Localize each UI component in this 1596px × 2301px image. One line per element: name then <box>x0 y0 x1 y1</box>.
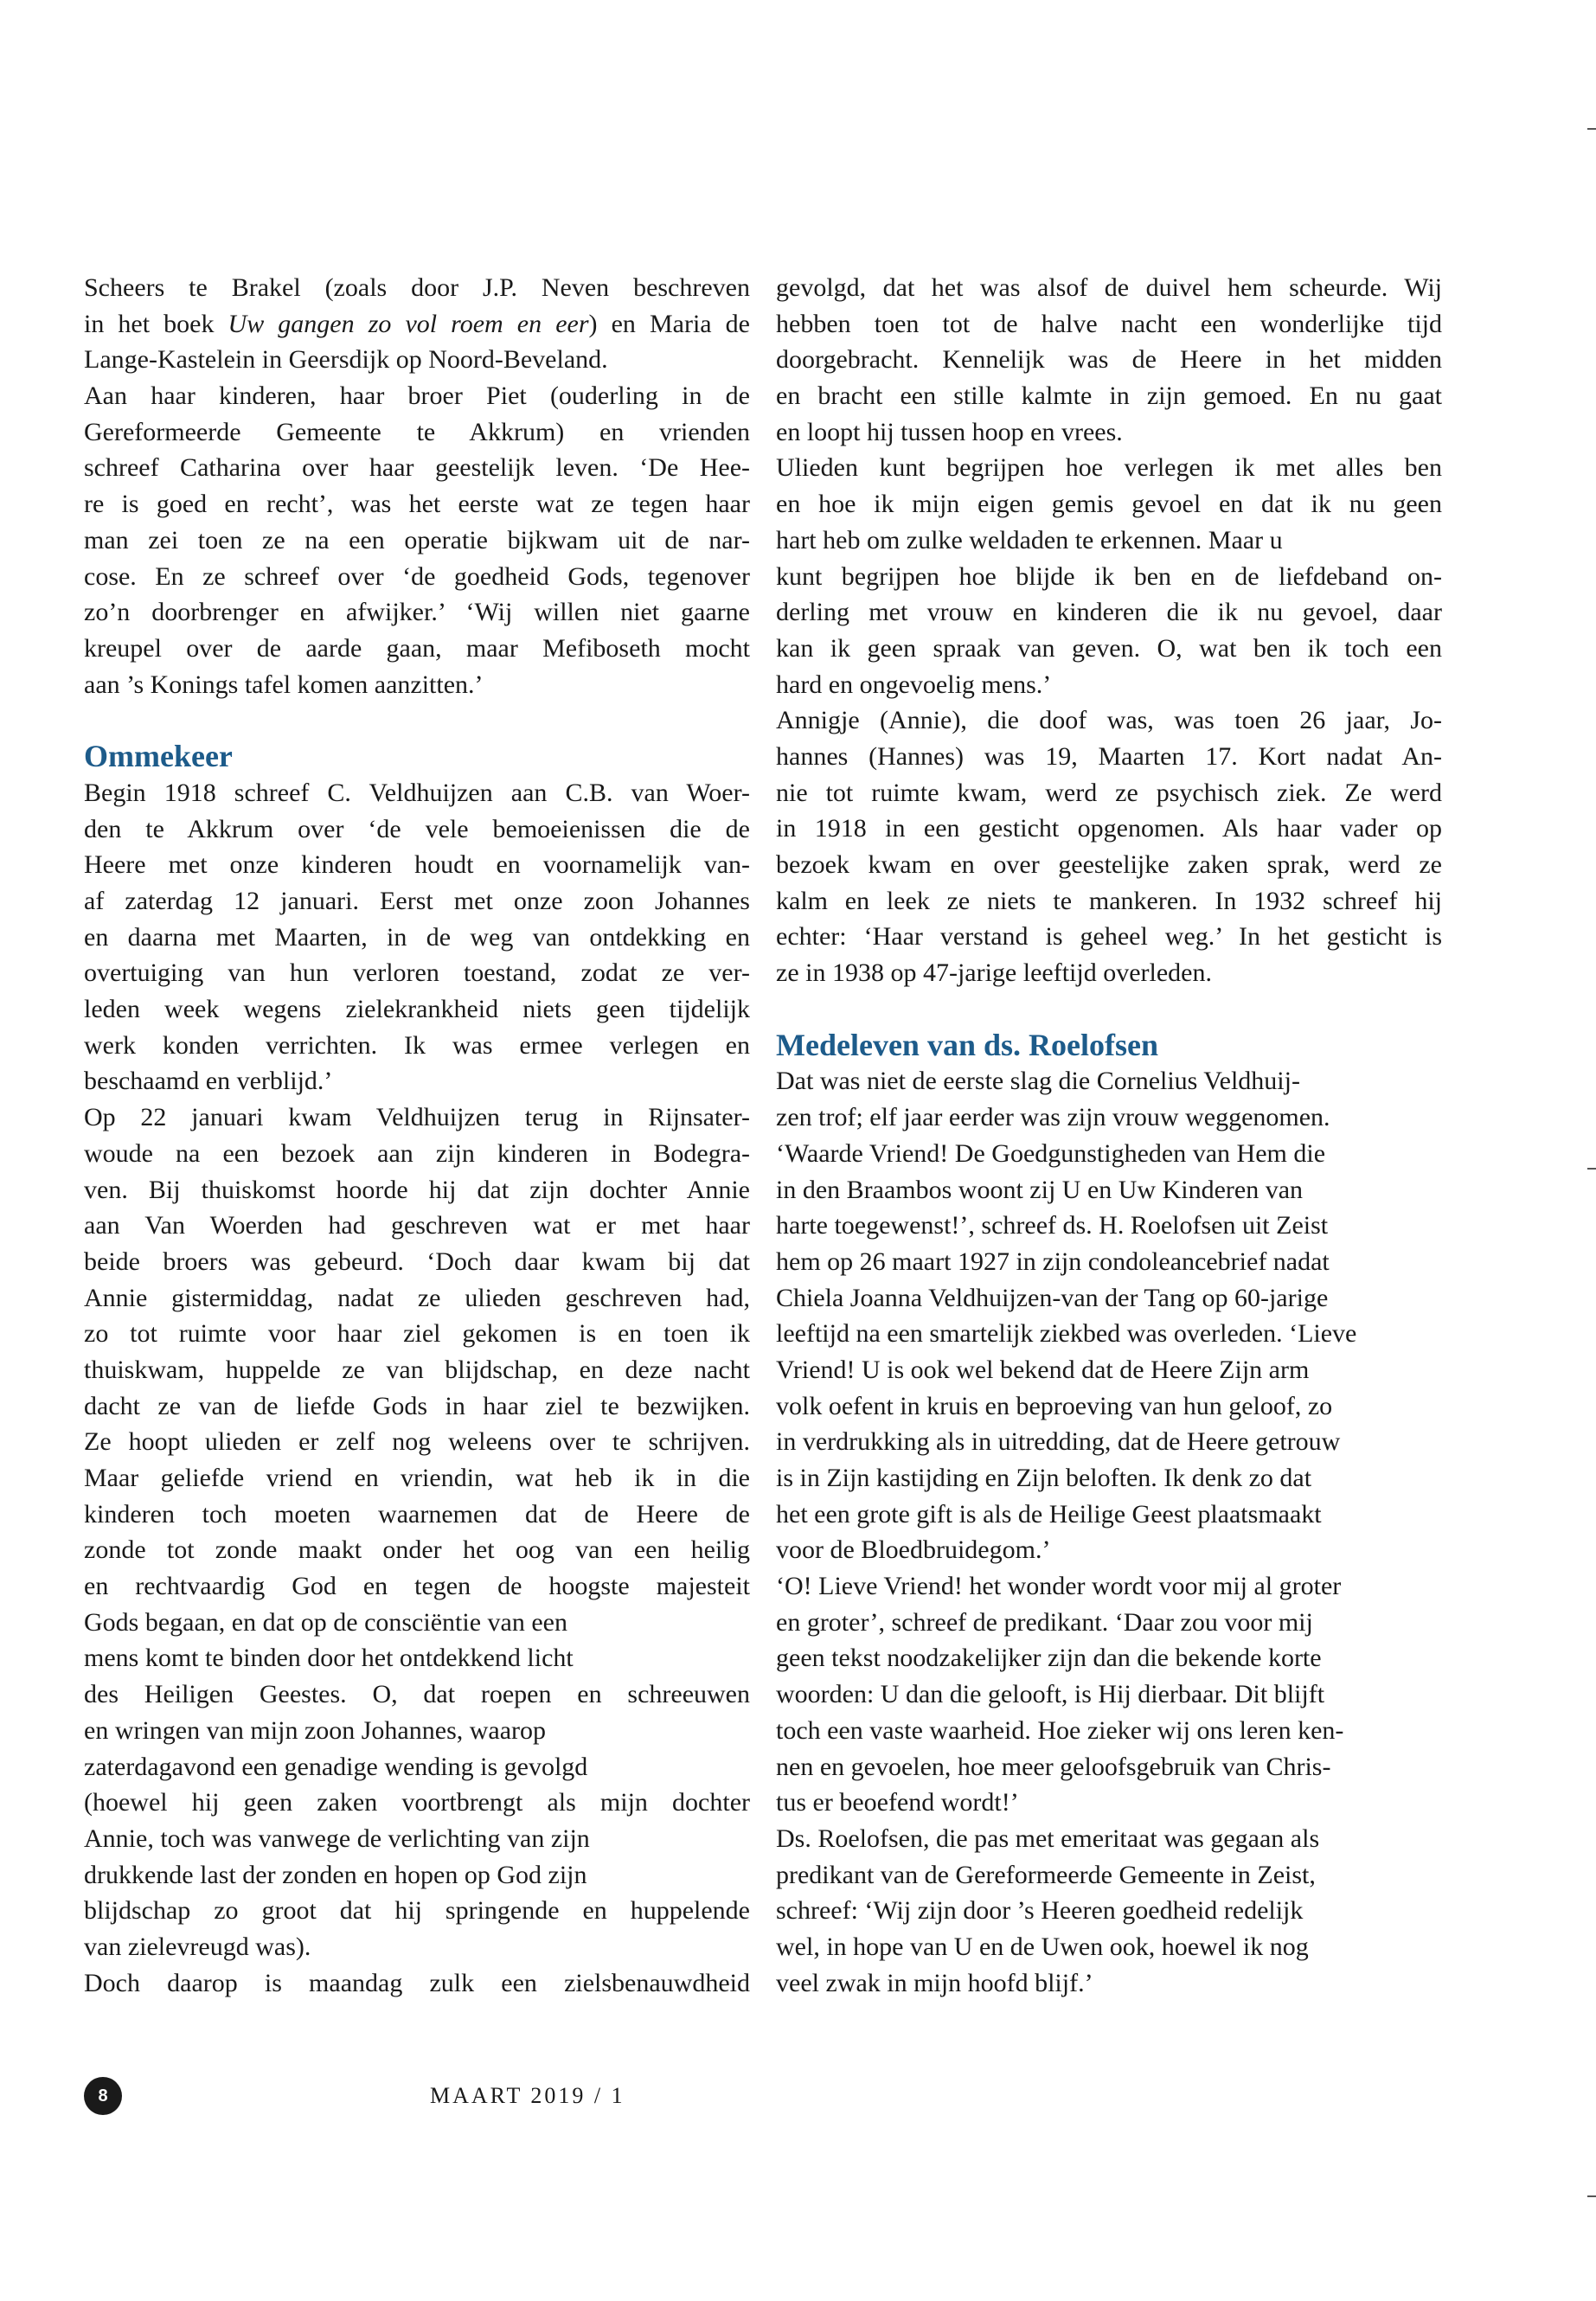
text-line: aan Van Woerden had geschreven wat er met haar <box>84 1211 750 1240</box>
text-line: en bracht een stille kalmte in zijn gemoed. En nu gaat <box>776 381 1442 411</box>
text-line: drukkende last der zonden en hopen op God zijn <box>84 1860 587 1889</box>
text-line: geen tekst noodzakelijker zijn dan die bekende korte <box>776 1644 1322 1673</box>
text-line: hard en ongevoelig mens.’ <box>776 670 1052 699</box>
text-line: thuiskwam, huppelde ze van blijdschap, en deze nacht <box>84 1355 750 1384</box>
text-line: voor de Bloedbruidegom.’ <box>776 1535 1051 1565</box>
text-line: overtuiging van hun verloren toestand, zodat ze ver- <box>84 958 750 988</box>
text-line: Begin 1918 schreef C. Veldhuijzen aan C.B. van Woer- <box>84 778 750 807</box>
text-line: toch een vaste waarheid. Hoe zieker wij ons leren ken- <box>776 1715 1344 1745</box>
text-line: kan ik geen spraak van geven. O, wat ben ik toch een <box>776 633 1442 663</box>
text-line: tus er beoefend wordt!’ <box>776 1788 1019 1817</box>
text-line: zo’n doorbrenger en afwijker.’ ‘Wij willen niet gaarne <box>84 598 750 627</box>
text-line: ‘Waarde Vriend! De Goedgunstigheden van Hem die <box>776 1138 1326 1168</box>
text-run: ) en Maria de <box>588 309 750 338</box>
text-line: ze in 1938 op 47-jarige leeftijd overleden. <box>776 958 1212 988</box>
text-line: Annie, toch was vanwege de verlichting van zijn <box>84 1823 590 1853</box>
text-line: re is goed en recht’, was het eerste wat ze tegen haar <box>84 490 750 519</box>
text-line: doorgebracht. Kennelijk was de Heere in het midden <box>776 345 1442 375</box>
text-line: kinderen toch moeten waarnemen dat de Heere de <box>84 1499 750 1529</box>
text-line: man zei toen ze na een operatie bijkwam uit de nar- <box>84 525 750 554</box>
text-line: Vriend! U is ook wel bekend dat de Heere Zijn arm <box>776 1355 1310 1384</box>
book-title: Uw gangen zo vol roem en eer <box>228 309 589 338</box>
text-line: kunt begrijpen hoe blijde ik ben en de liefdeband on- <box>776 561 1442 591</box>
text-line: kalm en leek ze niets te mankeren. In 1932 schreef hij <box>776 886 1442 915</box>
text-line: Doch daarop is maandag zulk een zielsbenauwdheid <box>84 1968 750 1997</box>
text-line: zen trof; elf jaar eerder was zijn vrouw weggenomen. <box>776 1103 1330 1132</box>
footer-issue-label: MAART 2019 / 1 <box>430 2083 625 2108</box>
text-line: veel zwak in mijn hoofd blijf.’ <box>776 1968 1093 1997</box>
text-line: mens komt te binden door het ontdekkend licht <box>84 1644 574 1673</box>
text-line: beschaamd en verblijd.’ <box>84 1067 333 1096</box>
text-line: en loopt hij tussen hoop en vrees. <box>776 417 1123 446</box>
text-line: in 1918 in een gesticht opgenomen. Als haar vader op <box>776 814 1442 843</box>
text-line <box>84 306 750 343</box>
text-line: Annigje (Annie), die doof was, was toen 26 jaar, Jo- <box>776 706 1442 735</box>
text-line: Gods begaan, en dat op de consciëntie van een <box>84 1607 567 1637</box>
crop-mark <box>1587 2195 1596 2197</box>
text-line: schreef: ‘Wij zijn door ’s Heeren goedheid redelijk <box>776 1896 1304 1926</box>
text-line: harte toegewenst!’, schreef ds. H. Roelofsen uit Zeist <box>776 1211 1329 1240</box>
page-number-badge: 8 <box>84 2077 122 2115</box>
text-line: Heere met onze kinderen houdt en voornamelijk van- <box>84 850 750 880</box>
text-line: woude na een bezoek aan zijn kinderen in Bodegra- <box>84 1138 750 1168</box>
right-column <box>776 270 1442 2001</box>
text-line: af zaterdag 12 januari. Eerst met onze zoon Johannes <box>84 887 750 915</box>
text-line: hem op 26 maart 1927 in zijn condoleancebrief nadat <box>776 1247 1330 1276</box>
text-line: hannes (Hannes) was 19, Maarten 17. Kort nadat An- <box>776 741 1442 771</box>
text-line: Lange-Kastelein in Geersdijk op Noord-Beveland. <box>84 345 608 375</box>
text-line: Chiela Joanna Veldhuijzen-van der Tang op 60-jarige <box>776 1283 1329 1312</box>
text-line: nen en gevoelen, hoe meer geloofsgebruik van Chris- <box>776 1752 1331 1781</box>
text-line: en daarna met Maarten, in de weg van ontdekking en <box>84 922 750 952</box>
text-line: gevolgd, dat het was alsof de duivel hem scheurde. Wij <box>776 273 1442 302</box>
text-line: volk oefent in kruis en beproeving van hun geloof, zo <box>776 1391 1333 1420</box>
text-line: nie tot ruimte kwam, werd ze psychisch ziek. Ze werd <box>776 778 1442 807</box>
text-line: Maar geliefde vriend en vriendin, wat heb ik in die <box>84 1464 750 1492</box>
text-line: zonde tot zonde maakt onder het oog van een heilig <box>84 1535 750 1565</box>
text-line: en rechtvaardig God en tegen de hoogste majesteit <box>84 1572 750 1601</box>
text-line: bezoek kwam en over geestelijke zaken sprak, werd ze <box>776 850 1442 879</box>
crop-mark <box>1587 1168 1596 1170</box>
text-line: des Heiligen Geestes. O, dat roepen en schreeuwen <box>84 1680 750 1709</box>
crop-mark <box>1587 128 1596 130</box>
section-heading: Medeleven van ds. Roelofsen <box>776 1027 1158 1062</box>
text-line: en groter’, schreef de predikant. ‘Daar zou voor mij <box>776 1607 1313 1637</box>
text-line: Ulieden kunt begrijpen hoe verlegen ik met alles ben <box>776 453 1442 483</box>
text-line: het een grote gift is als de Heilige Geest plaatsmaakt <box>776 1499 1322 1529</box>
section-gap <box>776 991 1442 1028</box>
text-line: kreupel over de aarde gaan, maar Mefiboseth mocht <box>84 633 750 663</box>
text-line: zaterdagavond een genadige wending is gevolgd <box>84 1752 588 1781</box>
section-heading: Ommekeer <box>84 739 233 774</box>
text-line: Ds. Roelofsen, die pas met emeritaat was gegaan als <box>776 1823 1320 1853</box>
text-line: woorden: U dan die gelooft, is Hij dierbaar. Dit blijft <box>776 1680 1325 1709</box>
text-line: wel, in hope van U en de Uwen ook, hoewel ik nog <box>776 1932 1309 1961</box>
text-run: in het boek <box>84 309 228 338</box>
text-line: ven. Bij thuiskomst hoorde hij dat zijn dochter Annie <box>84 1175 750 1204</box>
text-line: Aan haar kinderen, haar broer Piet (ouderling in de <box>84 381 750 411</box>
text-line: predikant van de Gereformeerde Gemeente in Zeist, <box>776 1860 1316 1889</box>
text-line: aan ’s Konings tafel komen aanzitten.’ <box>84 670 484 699</box>
text-line: hebben toen tot de halve nacht een wonderlijke tijd <box>776 309 1442 338</box>
text-line: beide broers was gebeurd. ‘Doch daar kwam bij dat <box>84 1247 750 1276</box>
text-line: derling met vrouw en kinderen die ik nu gevoel, daar <box>776 598 1442 627</box>
text-line: is in Zijn kastijding en Zijn beloften. Ik denk zo dat <box>776 1464 1312 1492</box>
text-line: hart heb om zulke weldaden te erkennen. Maar u <box>776 525 1283 554</box>
left-column <box>84 270 750 2001</box>
text-line: ‘O! Lieve Vriend! het wonder wordt voor mij al groter <box>776 1572 1342 1601</box>
text-line: schreef Catharina over haar geestelijk leven. ‘De Hee- <box>84 453 750 483</box>
text-line: en hoe ik mijn eigen gemis gevoel en dat ik nu geen <box>776 490 1442 519</box>
text-line: cose. En ze schreef over ‘de goedheid Gods, tegenover <box>84 561 750 591</box>
text-line: blijdschap zo groot dat hij springende en huppelende <box>84 1896 750 1926</box>
text-line: leden week wegens zielekrankheid niets geen tijdelijk <box>84 995 750 1024</box>
text-line: dacht ze van de liefde Gods in haar ziel te bezwijken. <box>84 1391 750 1420</box>
text-line: (hoewel hij geen zaken voortbrengt als mijn dochter <box>84 1788 750 1817</box>
text-line: en wringen van mijn zoon Johannes, waarop <box>84 1715 547 1745</box>
text-line: van zielevreugd was). <box>84 1932 311 1961</box>
text-line: in den Braambos woont zij U en Uw Kinderen van <box>776 1175 1304 1204</box>
text-line: zo tot ruimte voor haar ziel gekomen is en toen ik <box>84 1319 750 1349</box>
text-line: werk konden verrichten. Ik was ermee verlegen en <box>84 1030 750 1060</box>
text-line: Op 22 januari kwam Veldhuijzen terug in Rijnsater- <box>84 1103 750 1132</box>
text-line: den te Akkrum over ‘de vele bemoeienissen die de <box>84 814 750 843</box>
text-line: Ze hoopt ulieden er zelf nog weleens over te schrijven. <box>84 1427 750 1457</box>
text-line: Gereformeerde Gemeente te Akkrum) en vrienden <box>84 417 750 446</box>
text-line: echter: ‘Haar verstand is geheel weg.’ In het gesticht is <box>776 922 1442 952</box>
text-line: Scheers te Brakel (zoals door J.P. Neven beschreven <box>84 273 750 302</box>
text-line: leeftijd na een smartelijk ziekbed was overleden. ‘Lieve <box>776 1319 1357 1349</box>
section-gap <box>84 702 750 739</box>
text-line: in verdrukking als in uitredding, dat de Heere getrouw <box>776 1427 1341 1457</box>
text-line: Annie gistermiddag, nadat ze ulieden geschreven had, <box>84 1283 750 1312</box>
text-line: Dat was niet de eerste slag die Cornelius Veldhuij- <box>776 1067 1300 1096</box>
